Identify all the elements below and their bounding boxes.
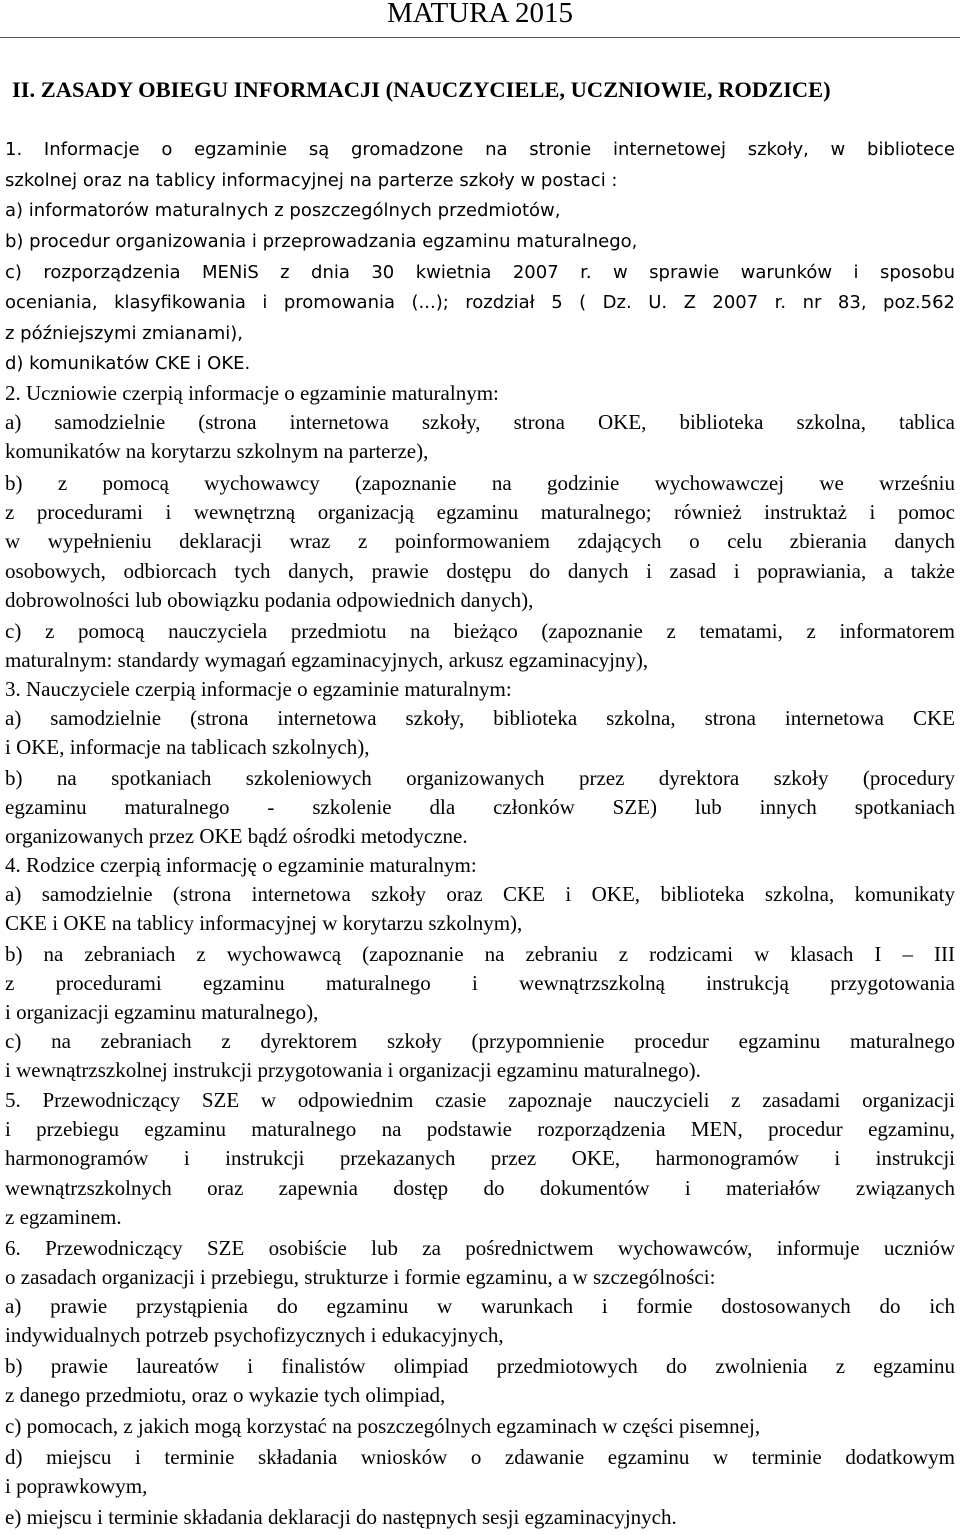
text-line: z późniejszymi zmianami),: [5, 323, 244, 344]
text-line: o zasadach organizacji i przebiegu, strukturze i formie egzaminu, a w szczególności:: [5, 1265, 716, 1289]
text-line: a) prawie przystąpienia do egzaminu w warunkach i formie dostosowanych do ich: [5, 1294, 955, 1318]
text-line: a) informatorów maturalnych z poszczególnych przedmiotów,: [5, 200, 561, 221]
text-line: b) z pomocą wychowawcy (zapoznanie na godzinie wychowawczej we wrześniu: [5, 471, 955, 495]
text-line: dobrowolności lub obowiązku podania odpowiednich danych),: [5, 588, 534, 612]
text-line: d) komunikatów CKE i OKE.: [5, 353, 251, 374]
text-line: b) procedur organizowania i przeprowadzania egzaminu maturalnego,: [5, 231, 638, 252]
text-line: b) na spotkaniach szkoleniowych organizowanych przez dyrektora szkoły (procedury: [5, 766, 955, 790]
text-line: 5. Przewodniczący SZE w odpowiednim czasie zapoznaje nauczycieli z zasadami organizacji: [5, 1088, 955, 1112]
text-line: harmonogramów i instrukcji przekazanych przez OKE, harmonogramów i instrukcji: [5, 1146, 955, 1170]
text-line: i przebiegu egzaminu maturalnego na podstawie rozporządzenia MEN, procedur egzaminu,: [5, 1117, 955, 1141]
text-line: z procedurami egzaminu maturalnego i wewnątrzszkolną instrukcją przygotowania: [5, 971, 955, 995]
text-line: indywidualnych potrzeb psychofizycznych i edukacyjnych,: [5, 1323, 504, 1347]
text-line: b) na zebraniach z wychowawcą (zapoznanie na zebraniu z rodzicami w klasach I – III: [5, 942, 955, 966]
text-line: osobowych, odbiorcach tych danych, prawie dostępu do danych i zasad i poprawiania, a także: [5, 559, 955, 583]
text-line: i OKE, informacje na tablicach szkolnych),: [5, 735, 370, 759]
text-line: 6. Przewodniczący SZE osobiście lub za pośrednictwem wychowawców, informuje uczniów: [5, 1236, 955, 1260]
text-line: oceniania, klasyfikowania i promowania (...); rozdział 5 ( Dz. U. Z 2007 r. nr 83, poz.562: [5, 292, 955, 313]
text-line: c) z pomocą nauczyciela przedmiotu na bieżąco (zapoznanie z tematami, z informatorem: [5, 619, 955, 643]
text-line: a) samodzielnie (strona internetowa szkoły, biblioteka szkolna, strona internetowa CKE: [5, 706, 955, 730]
section-heading: II. ZASADY OBIEGU INFORMACJI (NAUCZYCIELE, UCZNIOWIE, RODZICE): [12, 77, 831, 102]
text-line: 2. Uczniowie czerpią informacje o egzaminie maturalnym:: [5, 381, 499, 405]
text-line: c) na zebraniach z dyrektorem szkoły (przypomnienie procedur egzaminu maturalnego: [5, 1029, 955, 1053]
text-line: organizowanych przez OKE bądź ośrodki metodyczne.: [5, 824, 468, 848]
text-line: 4. Rodzice czerpią informację o egzaminie maturalnym:: [5, 853, 477, 877]
text-line: CKE i OKE na tablicy informacyjnej w korytarzu szkolnym),: [5, 911, 523, 935]
text-line: a) samodzielnie (strona internetowa szkoły oraz CKE i OKE, biblioteka szkolna, komunikaty: [5, 882, 955, 906]
text-line: 1. Informacje o egzaminie są gromadzone na stronie internetowej szkoły, w bibliotece: [5, 139, 955, 160]
text-line: egzaminu maturalnego - szkolenie dla członków SZE) lub innych spotkaniach: [5, 795, 955, 819]
text-line: z procedurami i wewnętrzną organizacją egzaminu maturalnego; również instruktaż i pomoc: [5, 500, 955, 524]
text-line: z danego przedmiotu, oraz o wykazie tych olimpiad,: [5, 1383, 446, 1407]
text-line: c) rozporządzenia MENiS z dnia 30 kwietnia 2007 r. w sprawie warunków i sposobu: [5, 262, 955, 283]
text-line: c) pomocach, z jakich mogą korzystać na poszczególnych egzaminach w części pisemnej,: [5, 1414, 761, 1438]
text-line: e) miejscu i terminie składania deklaracji do następnych sesji egzaminacyjnych.: [5, 1505, 677, 1529]
text-line: komunikatów na korytarzu szkolnym na parterze),: [5, 439, 429, 463]
text-line: i poprawkowym,: [5, 1474, 148, 1498]
text-line: z egzaminem.: [5, 1205, 122, 1229]
text-line: i wewnątrzszkolnej instrukcji przygotowania i organizacji egzaminu maturalnego).: [5, 1058, 701, 1082]
page-title: MATURA 2015: [386, 0, 574, 29]
header-divider: [0, 37, 960, 38]
text-line: d) miejscu i terminie składania wniosków o zdawanie egzaminu w terminie dodatkowym: [5, 1445, 955, 1469]
text-line: a) samodzielnie (strona internetowa szkoły, strona OKE, biblioteka szkolna, tablica: [5, 410, 955, 434]
text-line: i organizacji egzaminu maturalnego),: [5, 1000, 319, 1024]
text-line: wewnątrzszkolnych oraz zapewnia dostęp do dokumentów i materiałów związanych: [5, 1176, 955, 1200]
text-line: maturalnym: standardy wymagań egzaminacyjnych, arkusz egzaminacyjny),: [5, 648, 649, 672]
text-line: b) prawie laureatów i finalistów olimpiad przedmiotowych do zwolnienia z egzaminu: [5, 1354, 955, 1378]
text-line: w wypełnieniu deklaracji wraz z poinformowaniem zdających o celu zbierania danych: [5, 529, 955, 553]
text-line: szkolnej oraz na tablicy informacyjnej na parterze szkoły w postaci :: [5, 170, 618, 191]
text-line: 3. Nauczyciele czerpią informacje o egzaminie maturalnym:: [5, 677, 512, 701]
